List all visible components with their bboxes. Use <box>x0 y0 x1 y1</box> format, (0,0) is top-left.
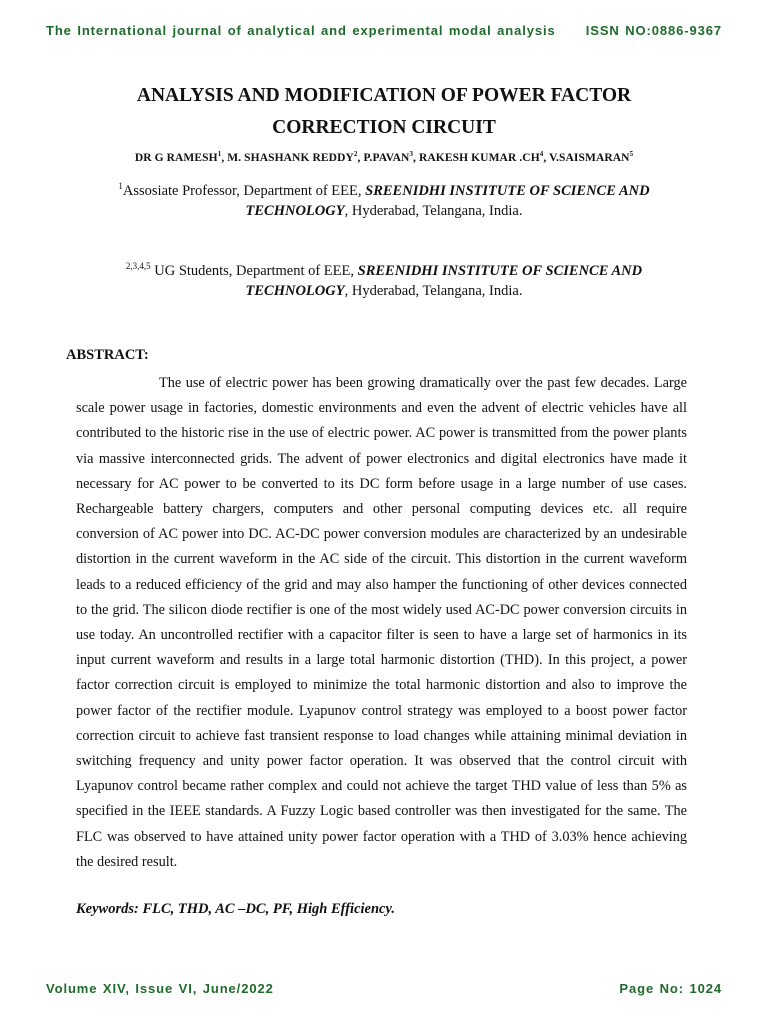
title-line-2: CORRECTION CIRCUIT <box>272 117 496 138</box>
affiliation-suffix: , Hyderabad, Telangana, India. <box>344 282 523 299</box>
affiliation-prefix: UG Students, Department of EEE, <box>150 262 358 279</box>
author-separator: , <box>357 151 364 164</box>
journal-name: The International journal of analytical and experimental modal analysis <box>46 23 556 38</box>
volume-issue: Volume XIV, Issue VI, June/2022 <box>46 981 274 996</box>
affiliation-sup: 2,3,4,5 <box>125 261 151 271</box>
abstract-body: The use of electric power has been growing dramatically over the past few decades. Large scale power usage in factories, domestic environments and even the advent of electric vehicles have all contributed to the historic rise in the use of electric power. AC power is transmitted from the power plants via massive interconnected grids. The advent of power electronics and digital electronics have made it necessary for AC power to be converted to its DC form before usage in a large number of use cases. Rechargeable battery chargers, computers and other personal computing devices etc. all require conversion of AC power into DC. AC-DC power conversion modules are characterized by an undesirable distortion in the current waveform in the AC side of the circuit. This distortion in the current waveform leads to a reduced efficiency of the grid and may also hamper the functioning of other devices connected to the grid. The silicon diode rectifier is one of the most widely used AC-DC power conversion circuits in use today. An uncontrolled rectifier with a capacitor filter is seen to have a large set of harmonics in its input current waveform and results in a large total harmonic distortion (THD). In this project, a power factor correction circuit is employed to minimize the total harmonic distortion and also to improve the power factor of the rectifier module. Lyapunov control strategy was employed to a boost power factor correction circuit to achieve fast transient response to load changes while attaining minimal deviation in switching frequency and unity power factor operation. It was observed that the control circuit with Lyapunov control became rather complex and could not achieve the target THD value of less than 5% as specified in the IEEE standards. A Fuzzy Logic based controller was then investigated for the same. The FLC was observed to have attained unity power factor operation with a THD of 3.03% hence achieving the desired result. <box>76 375 687 870</box>
page-number: Page No: 1024 <box>619 981 722 996</box>
keywords: Keywords: FLC, THD, AC –DC, PF, High Efficiency. <box>76 901 396 917</box>
author-sup: 2 <box>353 150 358 158</box>
author-separator: , <box>413 151 419 164</box>
institute-name-line1: SREENIDHI INSTITUTE OF SCIENCE AND <box>365 182 650 199</box>
author-name: M. SHASHANK REDDY <box>227 151 354 164</box>
affiliation-2 <box>90 256 678 301</box>
author-name: V.SAISMARAN <box>549 151 630 164</box>
author-sup: 4 <box>539 150 544 158</box>
page-header <box>46 23 722 38</box>
author-separator: , <box>221 151 228 164</box>
author-sup: 1 <box>217 150 222 158</box>
affiliation-1 <box>90 176 678 221</box>
affiliation-suffix: , Hyderabad, Telangana, India. <box>344 202 523 219</box>
page-footer <box>46 981 722 996</box>
abstract-heading: ABSTRACT: <box>66 347 149 363</box>
affiliation-prefix: Assosiate Professor, Department of EEE, <box>122 182 366 199</box>
author-separator: , <box>543 151 550 164</box>
institute-name-line2: TECHNOLOGY <box>245 202 345 219</box>
institute-name-line2: TECHNOLOGY <box>245 282 345 299</box>
author-name: P.PAVAN <box>363 151 410 164</box>
author-sup: 3 <box>409 150 414 158</box>
title-line-1: ANALYSIS AND MODIFICATION OF POWER FACTOR <box>136 85 632 106</box>
institute-name-line1: SREENIDHI INSTITUTE OF SCIENCE AND <box>357 262 643 279</box>
issn-number: ISSN NO:0886-9367 <box>585 23 722 38</box>
author-name: RAKESH KUMAR .CH <box>419 151 540 164</box>
author-list <box>0 150 768 164</box>
author-sup: 5 <box>629 150 634 158</box>
paper-title <box>0 80 768 144</box>
author-name: DR G RAMESH <box>134 151 218 164</box>
affiliation-sup: 1 <box>118 181 123 191</box>
